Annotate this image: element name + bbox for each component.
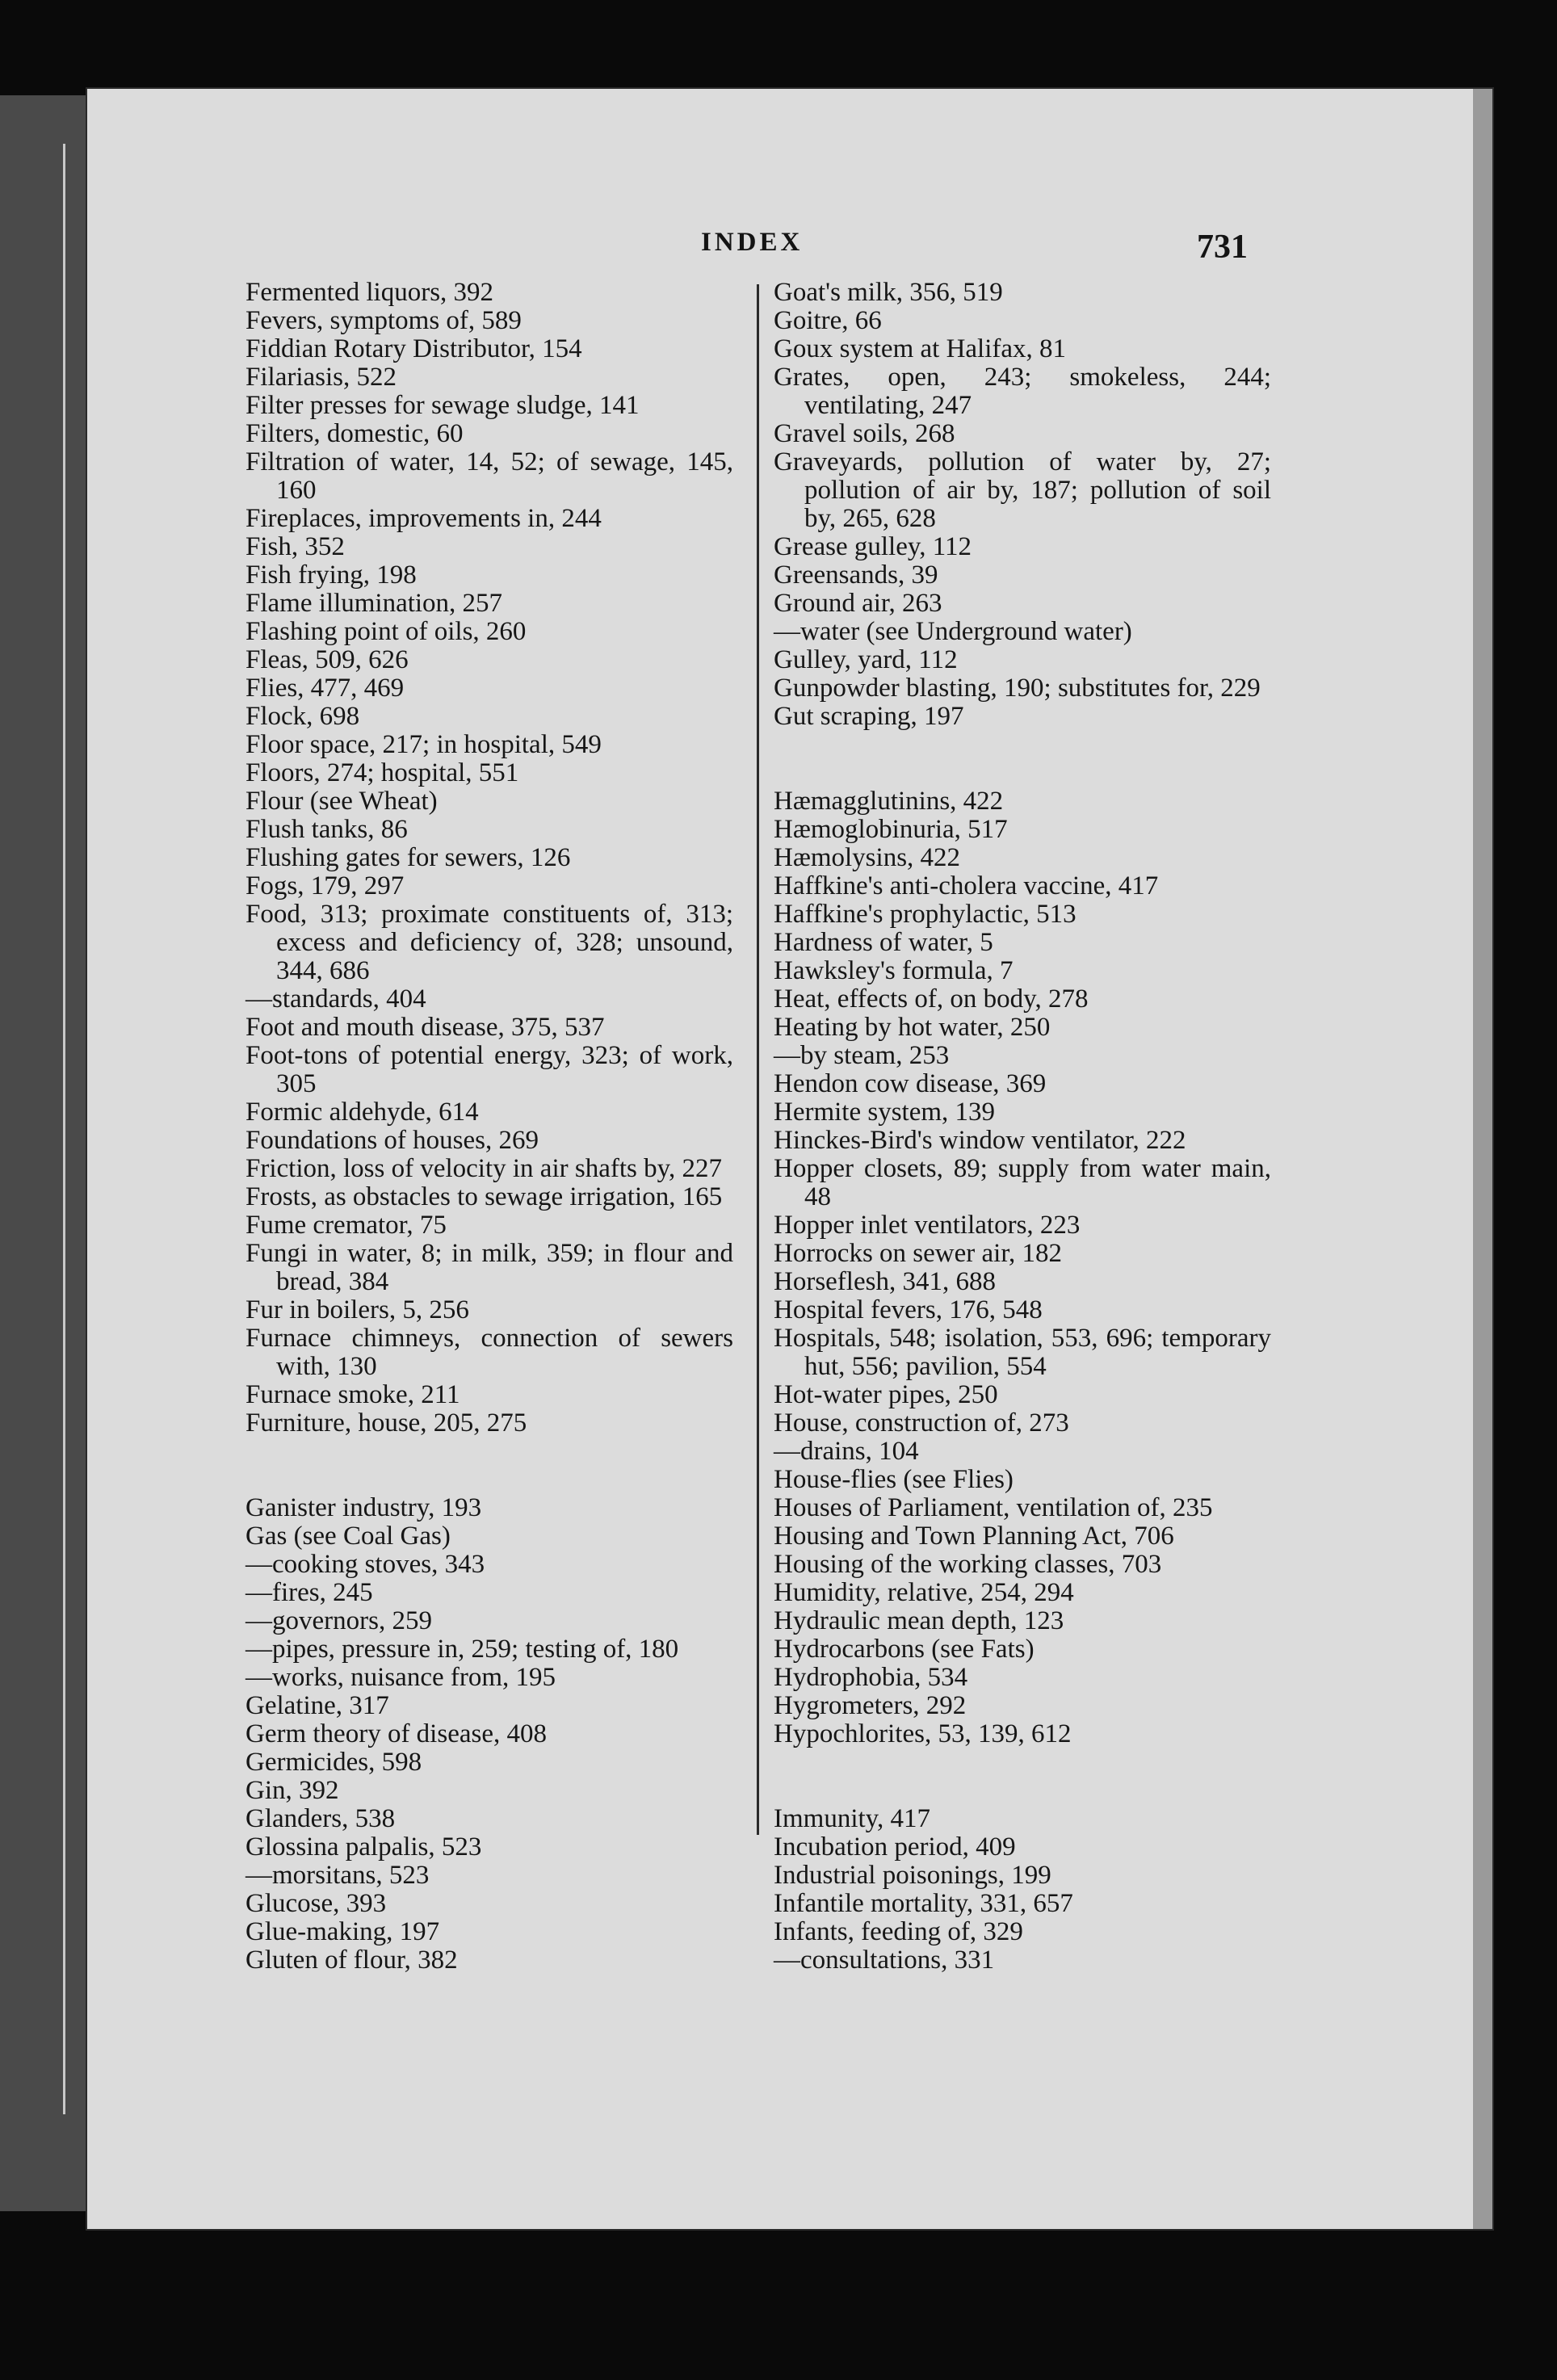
index-entry: Hinckes-Bird's window ventilator, 222 bbox=[774, 1126, 1186, 1155]
index-entry: Haffkine's anti-cholera vaccine, 417 bbox=[774, 871, 1159, 900]
index-entry: Gravel soils, 268 bbox=[774, 419, 955, 448]
index-entry: Glossina palpalis, 523 bbox=[246, 1832, 482, 1862]
index-entry: Filtration of water, 14, 52; of sewage, 145, 160 bbox=[246, 447, 733, 505]
index-entry: Filter presses for sewage sludge, 141 bbox=[246, 391, 640, 420]
index-entry: Gas (see Coal Gas) bbox=[246, 1522, 451, 1551]
running-header-title: INDEX bbox=[701, 228, 804, 257]
index-entry: Glanders, 538 bbox=[246, 1804, 396, 1833]
index-entry: Filariasis, 522 bbox=[246, 363, 397, 392]
index-entry: Fiddian Rotary Distributor, 154 bbox=[246, 334, 582, 363]
index-entry: Fume cremator, 75 bbox=[246, 1211, 447, 1240]
index-entry: Flies, 477, 469 bbox=[246, 674, 405, 703]
index-entry: Housing of the working classes, 703 bbox=[774, 1550, 1162, 1579]
index-entry: Fish frying, 198 bbox=[246, 560, 417, 590]
section-gap bbox=[774, 731, 1271, 787]
index-entry: Foundations of houses, 269 bbox=[246, 1126, 539, 1155]
index-entry: Heat, effects of, on body, 278 bbox=[774, 984, 1089, 1014]
index-entry: Flour (see Wheat) bbox=[246, 787, 438, 816]
index-entry: Ground air, 263 bbox=[774, 589, 942, 618]
index-entry: Grates, open, 243; smokeless, 244; ventilating, 247 bbox=[774, 363, 1271, 420]
index-entry: Flame illumination, 257 bbox=[246, 589, 503, 618]
index-entry: Hydrocarbons (see Fats) bbox=[774, 1635, 1035, 1664]
index-entry: Incubation period, 409 bbox=[774, 1832, 1016, 1862]
index-entry: Flock, 698 bbox=[246, 702, 360, 731]
index-entry: Ganister industry, 193 bbox=[246, 1493, 482, 1522]
index-entry: Haffkine's prophylactic, 513 bbox=[774, 900, 1076, 929]
index-entry: Hæmoglobinuria, 517 bbox=[774, 815, 1008, 844]
index-entry: Infants, feeding of, 329 bbox=[774, 1917, 1023, 1946]
index-entry: Fungi in water, 8; in milk, 359; in flour and bread, 384 bbox=[246, 1239, 733, 1296]
index-entry: Greensands, 39 bbox=[774, 560, 938, 590]
index-entry: Hendon cow disease, 369 bbox=[774, 1069, 1047, 1098]
index-entry: Hydrophobia, 534 bbox=[774, 1663, 968, 1692]
index-entry: Hæmagglutinins, 422 bbox=[774, 787, 1004, 816]
index-entry: Goitre, 66 bbox=[774, 306, 882, 335]
index-entry: Fogs, 179, 297 bbox=[246, 871, 405, 900]
index-entry: Fish, 352 bbox=[246, 532, 345, 561]
index-entry: Flushing gates for sewers, 126 bbox=[246, 843, 571, 872]
index-entry: Housing and Town Planning Act, 706 bbox=[774, 1522, 1174, 1551]
left-page-edge bbox=[0, 95, 97, 2211]
index-entry: House-flies (see Flies) bbox=[774, 1465, 1014, 1494]
index-entry: Gluten of flour, 382 bbox=[246, 1946, 458, 1975]
index-entry: Filters, domestic, 60 bbox=[246, 419, 464, 448]
index-entry: Hermite system, 139 bbox=[774, 1098, 996, 1127]
index-entry: Germ theory of disease, 408 bbox=[246, 1719, 547, 1748]
index-entry: —drains, 104 bbox=[774, 1437, 919, 1466]
index-entry: Fireplaces, improvements in, 244 bbox=[246, 504, 602, 533]
index-entry: Furnace chimneys, connection of sewers with, 130 bbox=[246, 1324, 733, 1381]
index-entry: —works, nuisance from, 195 bbox=[246, 1663, 556, 1692]
index-entry: Goat's milk, 356, 519 bbox=[774, 278, 1003, 307]
index-entry: Flashing point of oils, 260 bbox=[246, 617, 527, 646]
index-entry: Floors, 274; hospital, 551 bbox=[246, 758, 519, 787]
index-entry: Gut scraping, 197 bbox=[774, 702, 964, 731]
index-entry: Hospital fevers, 176, 548 bbox=[774, 1295, 1043, 1324]
index-entry: Food, 313; proximate constituents of, 313; excess and deficiency of, 328; unsound, 344, 686 bbox=[246, 900, 733, 985]
index-entry: Humidity, relative, 254, 294 bbox=[774, 1578, 1074, 1607]
index-entry: House, construction of, 273 bbox=[774, 1408, 1069, 1438]
index-entry: —morsitans, 523 bbox=[246, 1861, 430, 1890]
index-entry: Gunpowder blasting, 190; substitutes for, 229 bbox=[774, 674, 1261, 703]
index-entry: Hawksley's formula, 7 bbox=[774, 956, 1014, 985]
page-number: 731 bbox=[1197, 229, 1248, 266]
index-entry: Hypochlorites, 53, 139, 612 bbox=[774, 1719, 1072, 1748]
index-entry: Hardness of water, 5 bbox=[774, 928, 993, 957]
index-entry: Foot and mouth disease, 375, 537 bbox=[246, 1013, 605, 1042]
index-entry: Graveyards, pollution of water by, 27; pollution of air by, 187; pollution of soil by, 265, 628 bbox=[774, 447, 1271, 533]
index-entry: —by steam, 253 bbox=[774, 1041, 950, 1070]
index-entry: Gelatine, 317 bbox=[246, 1691, 389, 1720]
index-entry: —cooking stoves, 343 bbox=[246, 1550, 485, 1579]
index-entry: Glucose, 393 bbox=[246, 1889, 387, 1918]
index-entry: Flush tanks, 86 bbox=[246, 815, 408, 844]
index-entry: Fevers, symptoms of, 589 bbox=[246, 306, 522, 335]
index-entry: Germicides, 598 bbox=[246, 1748, 422, 1777]
index-entry: Hospitals, 548; isolation, 553, 696; temporary hut, 556; pavilion, 554 bbox=[774, 1324, 1271, 1381]
index-entry: Infantile mortality, 331, 657 bbox=[774, 1889, 1073, 1918]
index-entry: —consultations, 331 bbox=[774, 1946, 995, 1975]
index-entry: Heating by hot water, 250 bbox=[774, 1013, 1051, 1042]
section-gap bbox=[774, 1748, 1271, 1805]
index-entry: Horrocks on sewer air, 182 bbox=[774, 1239, 1062, 1268]
index-entry: Furniture, house, 205, 275 bbox=[246, 1408, 527, 1438]
index-entry: Glue-making, 197 bbox=[246, 1917, 440, 1946]
index-entry: Immunity, 417 bbox=[774, 1804, 931, 1833]
index-entry: Grease gulley, 112 bbox=[774, 532, 972, 561]
index-column-left bbox=[246, 279, 733, 1975]
index-entry: Hydraulic mean depth, 123 bbox=[774, 1606, 1064, 1635]
index-entry: —standards, 404 bbox=[246, 984, 426, 1014]
index-entry: Floor space, 217; in hospital, 549 bbox=[246, 730, 602, 759]
index-entry: Hæmolysins, 422 bbox=[774, 843, 961, 872]
index-entry: —governors, 259 bbox=[246, 1606, 432, 1635]
index-entry: Houses of Parliament, ventilation of, 235 bbox=[774, 1493, 1213, 1522]
index-entry: Foot-tons of potential energy, 323; of work, 305 bbox=[246, 1041, 733, 1098]
index-entry: Hygrometers, 292 bbox=[774, 1691, 967, 1720]
index-entry: Fur in boilers, 5, 256 bbox=[246, 1295, 469, 1324]
column-divider bbox=[757, 284, 759, 1835]
index-entry: Frosts, as obstacles to sewage irrigation, 165 bbox=[246, 1182, 723, 1211]
index-entry: Horseflesh, 341, 688 bbox=[774, 1267, 996, 1296]
index-entry: Gulley, yard, 112 bbox=[774, 645, 958, 674]
index-entry: Hopper closets, 89; supply from water main, 48 bbox=[774, 1154, 1271, 1211]
index-entry: Fermented liquors, 392 bbox=[246, 278, 494, 307]
index-entry: —water (see Underground water) bbox=[774, 617, 1132, 646]
index-column-right bbox=[774, 279, 1271, 1975]
index-entry: —fires, 245 bbox=[246, 1578, 373, 1607]
index-entry: Furnace smoke, 211 bbox=[246, 1380, 460, 1409]
section-gap bbox=[246, 1438, 733, 1494]
index-entry: Goux system at Halifax, 81 bbox=[774, 334, 1067, 363]
index-entry: Friction, loss of velocity in air shafts by, 227 bbox=[246, 1154, 722, 1183]
index-entry: —pipes, pressure in, 259; testing of, 180 bbox=[246, 1635, 679, 1664]
index-entry: Formic aldehyde, 614 bbox=[246, 1098, 479, 1127]
index-entry: Industrial poisonings, 199 bbox=[774, 1861, 1051, 1890]
index-entry: Fleas, 509, 626 bbox=[246, 645, 409, 674]
index-entry: Gin, 392 bbox=[246, 1776, 339, 1805]
index-entry: Hopper inlet ventilators, 223 bbox=[774, 1211, 1081, 1240]
index-entry: Hot-water pipes, 250 bbox=[774, 1380, 998, 1409]
